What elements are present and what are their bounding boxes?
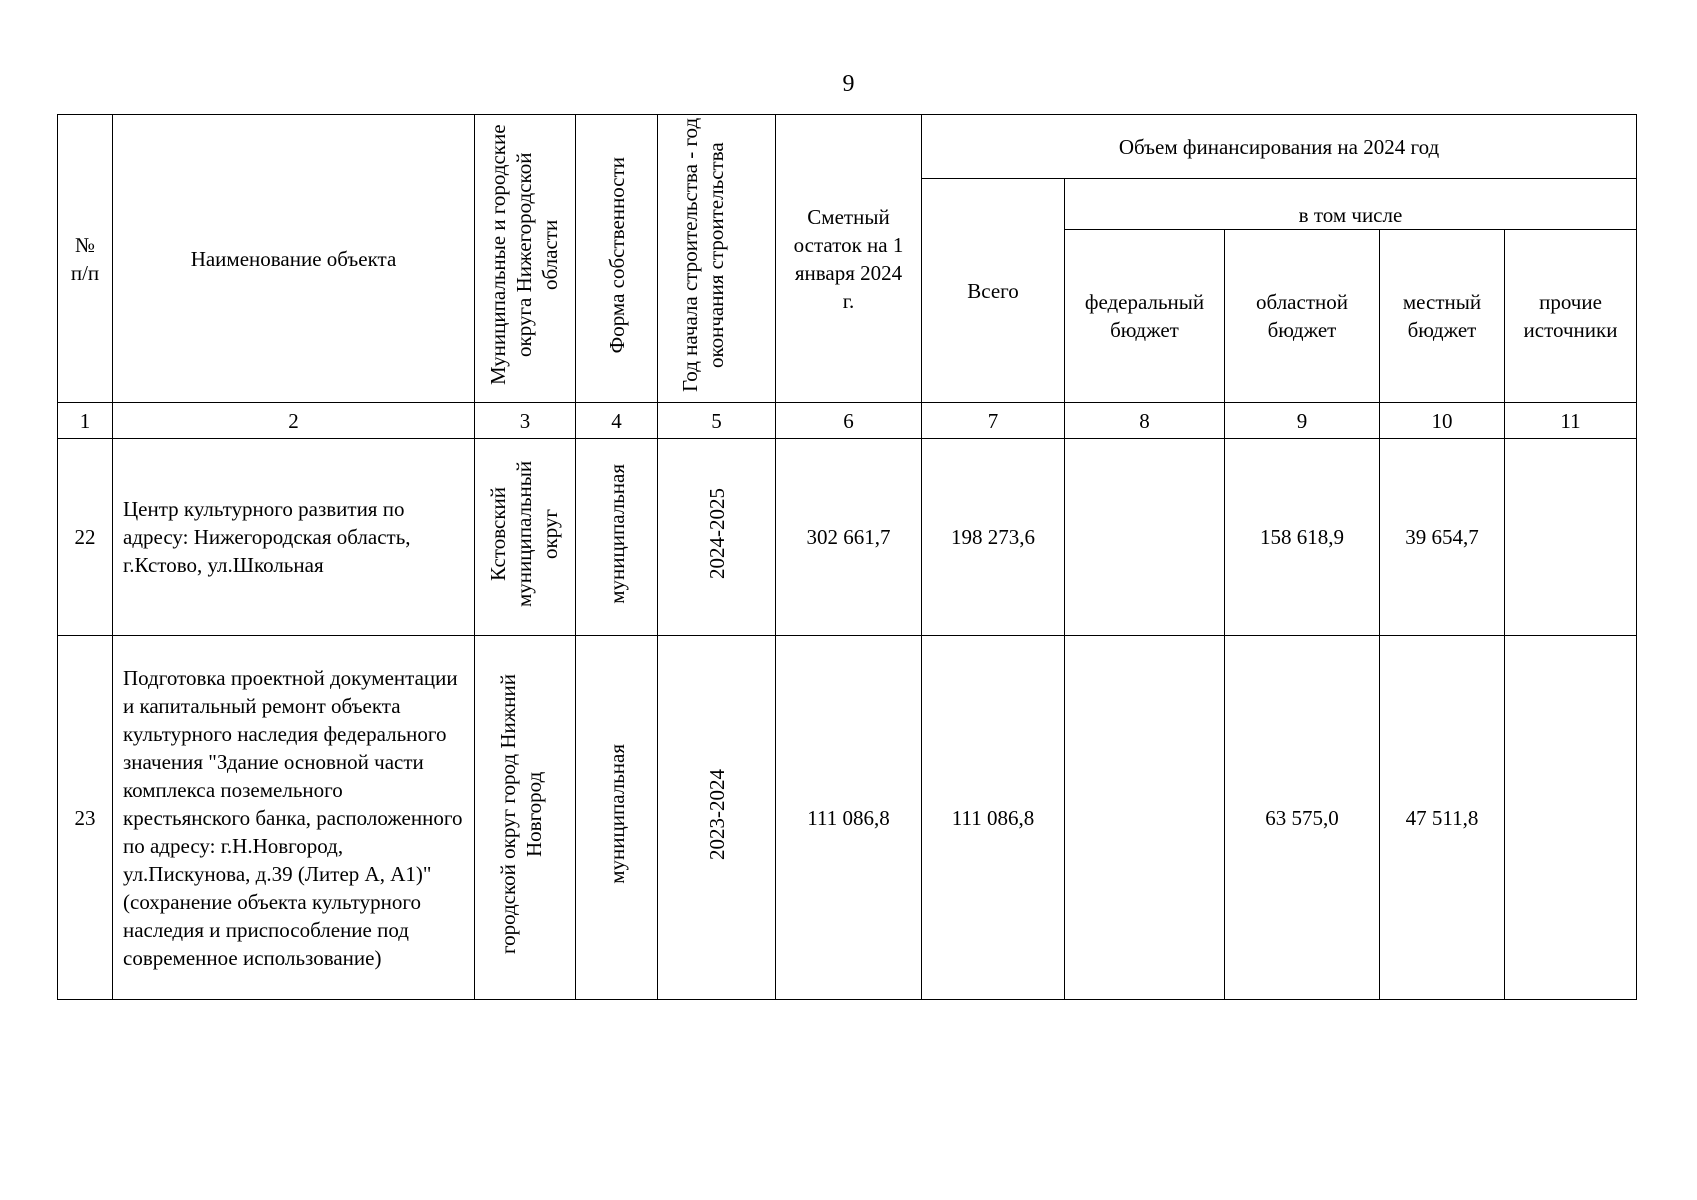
header-local [1380, 230, 1505, 403]
column-number: 9 [1225, 403, 1380, 439]
row-total: 198 273,6 [922, 439, 1065, 636]
column-number: 4 [576, 403, 658, 439]
header-regional [1225, 230, 1380, 403]
row-ownership-label: муниципальная [604, 463, 629, 604]
row-ownership [576, 439, 658, 636]
header-including-label: в том числе [1298, 203, 1403, 227]
row-estimate: 302 661,7 [776, 439, 922, 636]
column-number: 10 [1380, 403, 1505, 439]
row-num: 23 [58, 636, 113, 1000]
header-num [58, 115, 113, 403]
row-other [1505, 439, 1637, 636]
row-years [658, 636, 776, 1000]
column-number: 8 [1065, 403, 1225, 439]
row-ownership [576, 636, 658, 1000]
header-district-label: Муниципальные и городские округа Нижегородской области [486, 124, 562, 386]
row-federal [1065, 636, 1225, 1000]
header-funding-label: Объем финансирования на 2024 год [1118, 134, 1440, 159]
header-other [1505, 230, 1637, 403]
header-num-label: № п/п [70, 232, 100, 285]
row-local: 47 511,8 [1380, 636, 1505, 1000]
row-local: 39 654,7 [1380, 439, 1505, 636]
header-district [475, 115, 576, 403]
row-name: Подготовка проектной документации и капитальный ремонт объекта культурного наследия федерального значения "Здание основной части комплекса поземельного крестьянского банка, расположенного по адресу: г.Н.Новгород, ул.Пискунова, д.39 (Литер А, А1)" (сохранение объекта культурного наследия и приспособление под современное использование) [113, 636, 475, 1000]
row-district-label: городской округ город Нижний Новгород [496, 674, 546, 954]
row-total: 111 086,8 [922, 636, 1065, 1000]
row-num: 22 [58, 439, 113, 636]
row-district-label: Кстовский муниципальный округ [486, 460, 562, 607]
header-estimate-label: Сметный остаток на 1 января 2024 г. [793, 204, 904, 313]
column-number: 2 [113, 403, 475, 439]
column-number: 7 [922, 403, 1065, 439]
header-federal [1065, 230, 1225, 403]
column-number: 1 [58, 403, 113, 439]
header-years [658, 115, 776, 403]
column-number: 3 [475, 403, 576, 439]
funding-table [57, 114, 1637, 1000]
column-number: 5 [658, 403, 776, 439]
row-federal [1065, 439, 1225, 636]
row-years [658, 439, 776, 636]
header-total-label: Всего [967, 278, 1019, 303]
column-number-row [58, 403, 1637, 439]
row-district [475, 439, 576, 636]
row-estimate: 111 086,8 [776, 636, 922, 1000]
row-years-label: 2023-2024 [704, 768, 729, 860]
page-number: 9 [842, 71, 855, 97]
column-number: 6 [776, 403, 922, 439]
row-regional: 158 618,9 [1225, 439, 1380, 636]
table-row [58, 636, 1637, 1000]
row-other [1505, 636, 1637, 1000]
header-local-label: местный бюджет [1402, 290, 1482, 342]
row-name: Центр культурного развития по адресу: Нижегородская область, г.Кстово, ул.Школьная [113, 439, 475, 636]
row-district [475, 636, 576, 1000]
table-row [58, 439, 1637, 636]
header-estimate [776, 115, 922, 403]
header-other-label: прочие источники [1523, 290, 1618, 342]
header-including [1065, 179, 1637, 230]
header-ownership [576, 115, 658, 403]
header-federal-label: федеральный бюджет [1084, 290, 1205, 342]
header-regional-label: областной бюджет [1256, 290, 1348, 342]
row-years-label: 2024-2025 [704, 488, 729, 579]
column-number: 11 [1505, 403, 1637, 439]
header-name [113, 115, 475, 403]
row-regional: 63 575,0 [1225, 636, 1380, 1000]
header-row-1 [58, 115, 1637, 179]
header-ownership-label: Форма собственности [604, 156, 629, 354]
header-name-label: Наименование объекта [190, 246, 397, 271]
header-funding [922, 115, 1637, 179]
header-years-label: Год начала строительства - год окончания строительства [677, 117, 728, 393]
row-ownership-label: муниципальная [604, 744, 629, 884]
header-total [922, 179, 1065, 403]
